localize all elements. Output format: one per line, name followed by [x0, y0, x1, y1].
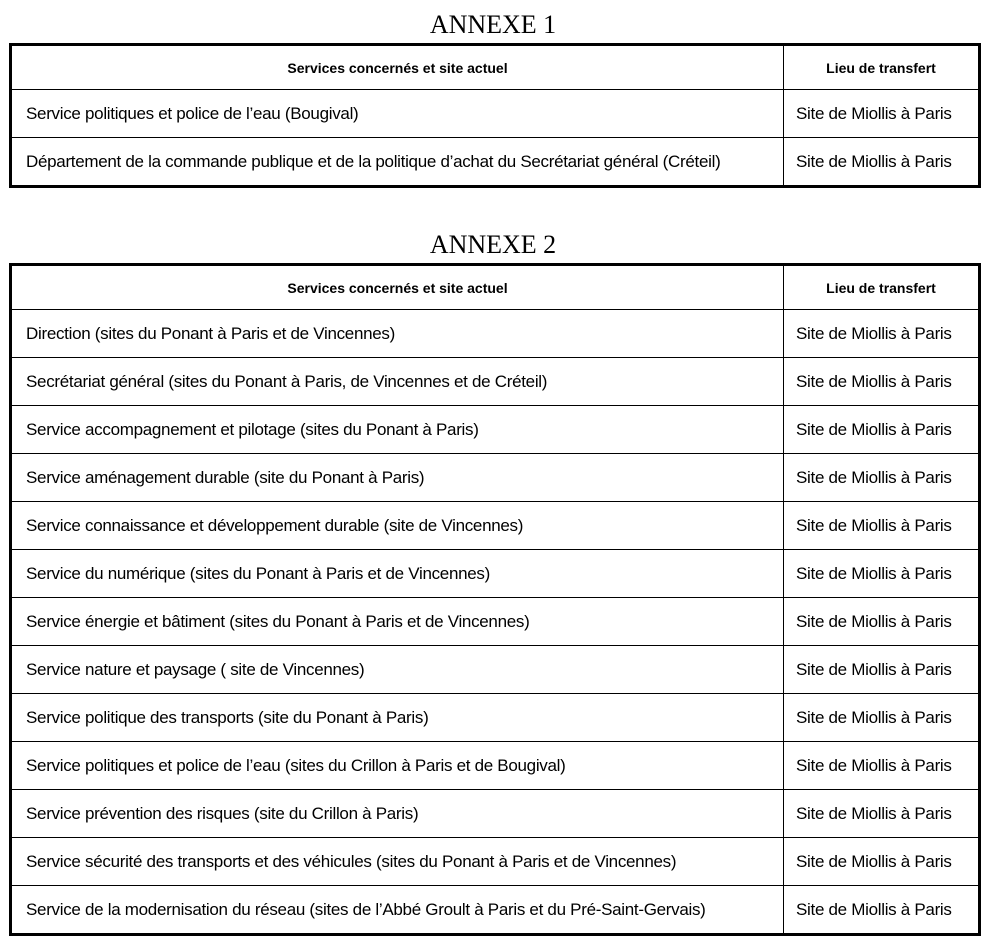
header-services: Services concernés et site actuel [11, 265, 784, 310]
table-row [11, 310, 980, 358]
annexe-2-table [9, 263, 981, 936]
service-cell: Service sécurité des transports et des véhicules (sites du Ponant à Paris et de Vincennes) [11, 838, 784, 886]
table-row [11, 90, 980, 138]
table-row [11, 790, 980, 838]
service-cell: Service politiques et police de l’eau (Bougival) [11, 90, 784, 138]
header-lieu: Lieu de transfert [784, 45, 980, 90]
table-row [11, 598, 980, 646]
table-row [11, 886, 980, 935]
service-cell: Service de la modernisation du réseau (sites de l’Abbé Groult à Paris et du Pré-Saint-Gervais) [11, 886, 784, 935]
service-cell: Service aménagement durable (site du Ponant à Paris) [11, 454, 784, 502]
service-cell: Service nature et paysage ( site de Vincennes) [11, 646, 784, 694]
table-row [11, 358, 980, 406]
transfer-site-cell: Site de Miollis à Paris [784, 358, 980, 406]
transfer-site-cell: Site de Miollis à Paris [784, 406, 980, 454]
transfer-site-cell: Site de Miollis à Paris [784, 454, 980, 502]
service-cell: Département de la commande publique et de la politique d’achat du Secrétariat général (Créteil) [11, 138, 784, 187]
table-row [11, 550, 980, 598]
table-row [11, 454, 980, 502]
table-row [11, 406, 980, 454]
transfer-site-cell: Site de Miollis à Paris [784, 310, 980, 358]
transfer-site-cell: Site de Miollis à Paris [784, 742, 980, 790]
transfer-site-cell: Site de Miollis à Paris [784, 550, 980, 598]
service-cell: Direction (sites du Ponant à Paris et de Vincennes) [11, 310, 784, 358]
service-cell: Service politique des transports (site du Ponant à Paris) [11, 694, 784, 742]
transfer-site-cell: Site de Miollis à Paris [784, 886, 980, 935]
table-header-row [11, 45, 980, 90]
transfer-site-cell: Site de Miollis à Paris [784, 790, 980, 838]
service-cell: Service du numérique (sites du Ponant à Paris et de Vincennes) [11, 550, 784, 598]
annexe-1-table [9, 43, 981, 188]
transfer-site-cell: Site de Miollis à Paris [784, 838, 980, 886]
annexe-2-title: ANNEXE 2 [429, 230, 557, 259]
table-row [11, 138, 980, 187]
transfer-site-cell: Site de Miollis à Paris [784, 502, 980, 550]
table-row [11, 742, 980, 790]
table-row [11, 694, 980, 742]
header-services: Services concernés et site actuel [11, 45, 784, 90]
transfer-site-cell: Site de Miollis à Paris [784, 598, 980, 646]
annexe-1-title: ANNEXE 1 [429, 10, 557, 39]
table-row [11, 838, 980, 886]
service-cell: Service accompagnement et pilotage (sites du Ponant à Paris) [11, 406, 784, 454]
service-cell: Service politiques et police de l’eau (sites du Crillon à Paris et de Bougival) [11, 742, 784, 790]
transfer-site-cell: Site de Miollis à Paris [784, 90, 980, 138]
header-lieu: Lieu de transfert [784, 265, 980, 310]
service-cell: Service énergie et bâtiment (sites du Ponant à Paris et de Vincennes) [11, 598, 784, 646]
service-cell: Secrétariat général (sites du Ponant à Paris, de Vincennes et de Créteil) [11, 358, 784, 406]
transfer-site-cell: Site de Miollis à Paris [784, 138, 980, 187]
table-row [11, 646, 980, 694]
service-cell: Service prévention des risques (site du Crillon à Paris) [11, 790, 784, 838]
transfer-site-cell: Site de Miollis à Paris [784, 694, 980, 742]
table-row [11, 502, 980, 550]
table-header-row [11, 265, 980, 310]
service-cell: Service connaissance et développement durable (site de Vincennes) [11, 502, 784, 550]
transfer-site-cell: Site de Miollis à Paris [784, 646, 980, 694]
